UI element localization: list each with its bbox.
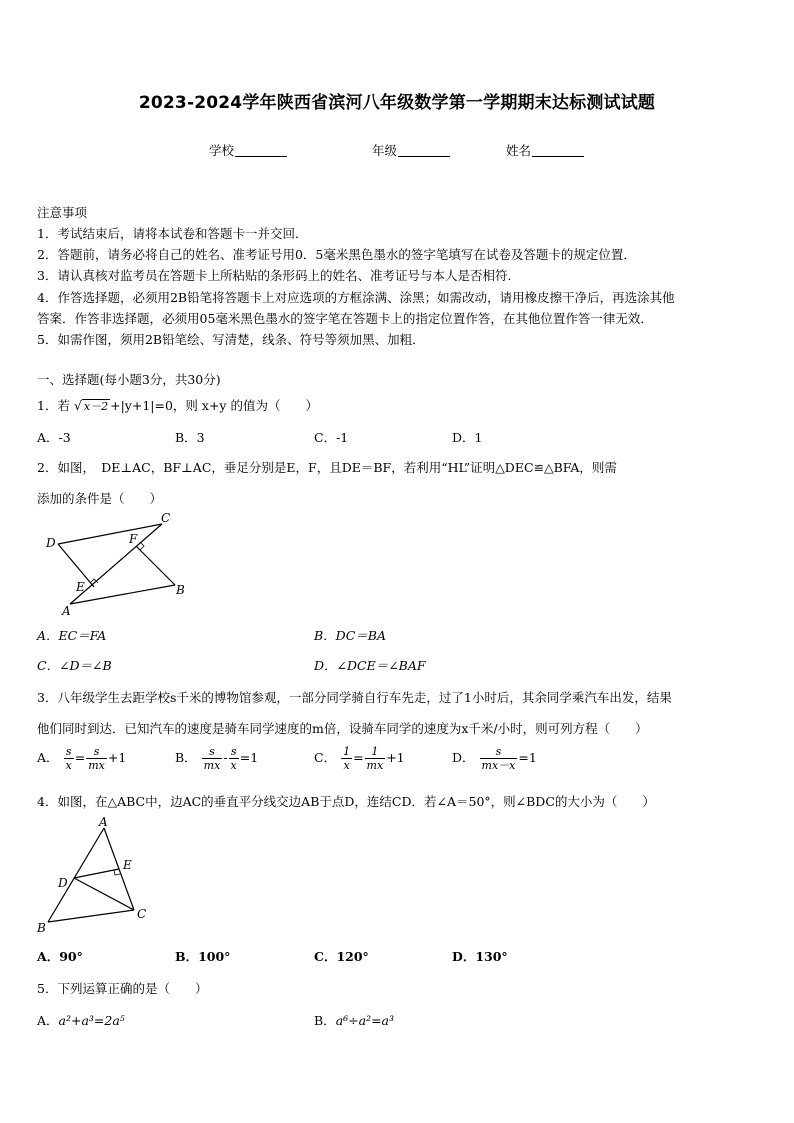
notice-heading: 注意事项	[37, 205, 88, 220]
q1-radicand: x－2	[83, 400, 109, 413]
name-field	[506, 141, 584, 159]
q4-option-c[interactable]: C．120°	[314, 949, 369, 964]
q4-option-d[interactable]: D．130°	[452, 949, 508, 964]
q5a-expr: a²+a³=2a⁵	[58, 1013, 125, 1028]
q3d-label: D．	[452, 750, 475, 765]
question-2-line2: 添加的条件是（ ）	[37, 491, 163, 506]
q3-option-c[interactable]	[314, 745, 405, 772]
term: +1	[386, 750, 405, 765]
q5-option-b[interactable]	[314, 1011, 394, 1029]
q3-option-b[interactable]	[175, 745, 258, 772]
notice-item: 答案．作答非选择题，必须用05毫米黑色墨水的签字笔在答题卡上的指定位置作答，在其他位置作答一律无效．	[37, 311, 653, 326]
term: =1	[518, 750, 537, 765]
question-1	[37, 396, 318, 414]
fraction	[365, 745, 386, 772]
q5b-label: B．	[314, 1013, 336, 1028]
q4-label-e: E	[123, 858, 132, 872]
denominator: x	[65, 759, 72, 772]
question-5: 5．下列运算正确的是（ ）	[37, 981, 208, 996]
q4-option-a[interactable]: A．90°	[37, 949, 83, 964]
q2-label-c: C	[161, 511, 171, 525]
fraction	[341, 745, 352, 772]
name-blank[interactable]	[532, 144, 584, 157]
numerator: 1	[343, 745, 351, 758]
q4-option-b[interactable]: B．100°	[175, 949, 231, 964]
notice-item: 4．作答选择题，必须用2B铅笔将答题卡上对应选项的方框涂满、涂黑；如需改动，请用橡皮擦干净后，再选涂其他	[37, 290, 675, 305]
q2-label-d: D	[46, 536, 56, 550]
school-blank[interactable]	[235, 144, 287, 157]
q3-option-a[interactable]	[37, 745, 126, 772]
notice-item: 5．如需作图，须用2B铅笔绘、写清楚，线条、符号等须加黑、加粗．	[37, 332, 425, 347]
denominator: mx	[88, 759, 105, 772]
q3-option-d[interactable]	[452, 745, 537, 772]
question-3-line2: 他们同时到达．已知汽车的速度是骑车同学速度的m倍，设骑车同学的速度为x千米/小时，则可列方程（ ）	[37, 721, 648, 736]
numerator: s	[480, 745, 518, 759]
fraction	[86, 745, 107, 772]
denominator: x	[230, 759, 237, 772]
term: +1	[107, 750, 127, 765]
school-field	[209, 141, 287, 159]
q4-label-b: B	[37, 921, 46, 935]
q2-label-e: E	[76, 580, 85, 594]
question-2-line1: 2．如图， DE⊥AC，BF⊥AC，垂足分别是E，F，且DE＝BF，若利用“HL”证明△DEC≌△BFA，则需	[37, 460, 617, 475]
q5b-expr: a⁶÷a²=a³	[335, 1013, 395, 1028]
sqrt-symbol: √	[73, 398, 82, 413]
q3a-label: A．	[37, 750, 59, 765]
denominator: mx－x	[481, 759, 516, 772]
fraction	[64, 745, 74, 772]
q5-option-a[interactable]	[37, 1011, 125, 1029]
numerator: 1	[365, 745, 386, 759]
name-label: 姓名	[506, 143, 532, 158]
q2-option-c[interactable]: C．∠D＝∠B	[37, 658, 112, 673]
fraction	[480, 745, 518, 772]
notice-item: 3．请认真核对监考员在答题卡上所粘贴的条形码上的姓名、准考证号与本人是否相符．	[37, 268, 520, 283]
numerator: s	[202, 745, 223, 759]
numerator: s	[86, 745, 107, 759]
q2-option-b[interactable]: B．DC＝BA	[314, 628, 386, 643]
operator: =	[74, 750, 86, 765]
fraction	[229, 745, 239, 772]
q1-option-c[interactable]: C．-1	[314, 430, 349, 445]
numerator: s	[229, 745, 239, 759]
q3b-label: B．	[175, 750, 197, 765]
q5a-label: A．	[37, 1013, 59, 1028]
notice-item: 1．考试结束后，请将本试卷和答题卡一并交回．	[37, 226, 308, 241]
grade-field	[372, 141, 450, 159]
q1-option-a[interactable]: A．-3	[37, 430, 71, 445]
q4-label-c: C	[137, 907, 147, 921]
q4-label-a: A	[99, 815, 108, 829]
grade-blank[interactable]	[398, 144, 450, 157]
term: =1	[239, 750, 259, 765]
q1-option-b[interactable]: B．3	[175, 430, 205, 445]
operator: =	[353, 750, 364, 765]
page-title: 2023-2024学年陕西省滨河八年级数学第一学期期末达标测试试题	[138, 93, 656, 113]
q1-prefix: 1．若	[37, 398, 70, 413]
numerator: s	[64, 745, 74, 759]
question-3-line1: 3．八年级学生去距学校s千米的博物馆参观，一部分同学骑自行车先走，过了1小时后，其余同学乘汽车出发，结果	[37, 690, 672, 705]
grade-label: 年级	[372, 143, 398, 158]
q2-label-a: A	[62, 604, 71, 618]
section-heading: 一、选择题(每小题3分，共30分)	[37, 372, 221, 387]
q2-figure	[40, 508, 190, 618]
q4-label-d: D	[58, 876, 68, 890]
denominator: mx	[203, 759, 221, 772]
denominator: mx	[366, 759, 384, 772]
school-label: 学校	[209, 143, 235, 158]
q2-option-a[interactable]: A．EC＝FA	[37, 628, 107, 643]
q1-suffix: +|y+1|=0，则 x+y 的值为（ ）	[110, 398, 318, 413]
question-4: 4．如图，在△ABC中，边AC的垂直平分线交边AB于点D，连结CD．若∠A＝50°，则∠BDC的大小为（ ）	[37, 794, 655, 809]
q2-option-d[interactable]: D．∠DCE＝∠BAF	[314, 658, 426, 673]
operator: -	[223, 750, 228, 765]
q4-figure	[34, 812, 154, 936]
fraction	[202, 745, 223, 772]
q3c-label: C．	[314, 750, 337, 765]
notice-item: 2．答题前，请务必将自己的姓名、准考证号用0．5毫米黑色墨水的签字笔填写在试卷及答题卡的规定位置．	[37, 247, 636, 262]
q2-label-f: F	[129, 532, 138, 546]
denominator: x	[343, 759, 350, 772]
q2-label-b: B	[176, 583, 185, 597]
q1-option-d[interactable]: D．1	[452, 430, 483, 445]
